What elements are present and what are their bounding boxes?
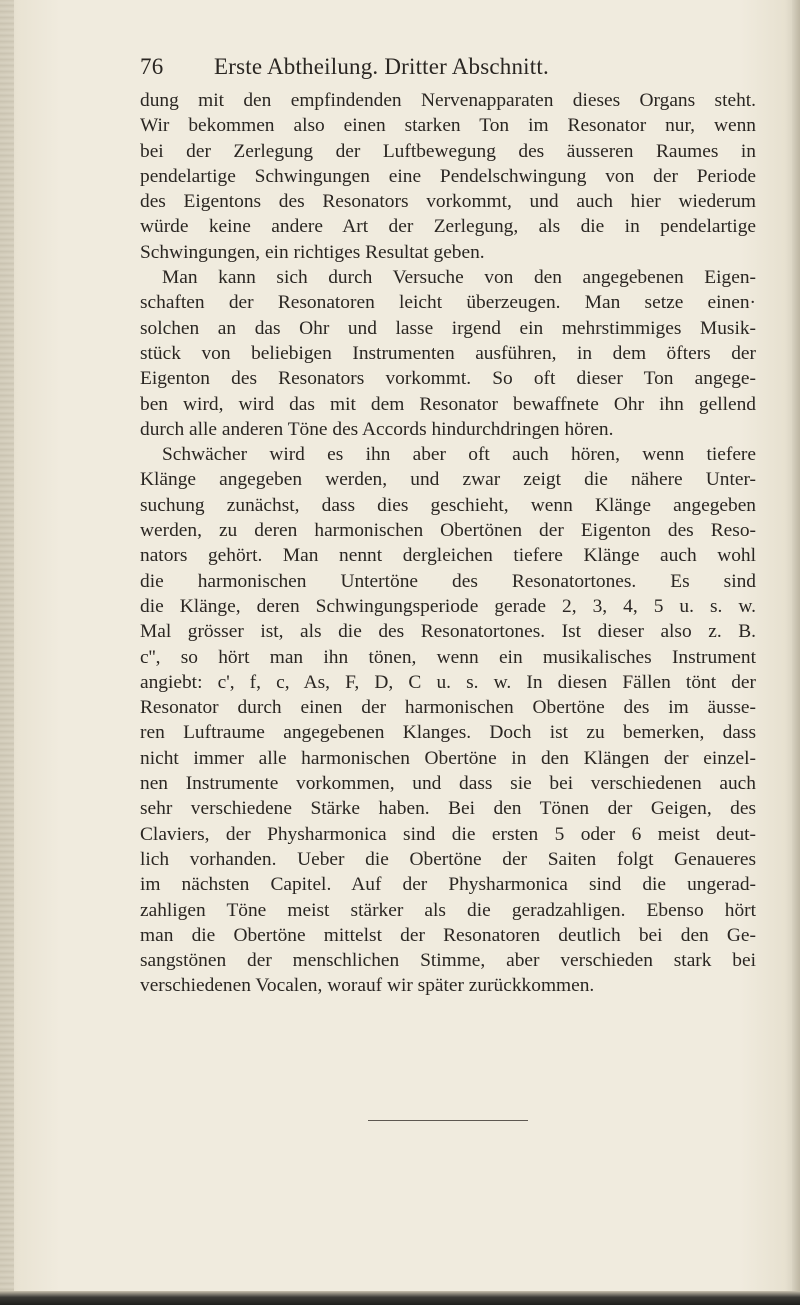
- text-line: schaften der Resonatoren leicht überzeugen. Man setze einen·: [140, 292, 756, 314]
- text-line: pendelartige Schwingungen eine Pendelschwingung von der Periode: [140, 165, 756, 187]
- text-line: suchung zunächst, dass dies geschieht, wenn Klänge angegeben: [140, 494, 756, 516]
- text-line: Schwächer wird es ihn aber oft auch hören, wenn tiefere: [162, 444, 756, 466]
- text-line: man die Obertöne mittelst der Resonatoren deutlich bei den Ge-: [140, 924, 756, 946]
- text-line: nicht immer alle harmonischen Obertöne in den Klängen der einzel-: [140, 747, 756, 769]
- section-rule: [368, 1120, 528, 1121]
- text-line: dung mit den empfindenden Nervenapparaten dieses Organs steht.: [140, 90, 756, 111]
- scan-bottom-edge: [0, 1291, 800, 1305]
- text-line: Schwingungen, ein richtiges Resultat geben.: [140, 241, 485, 263]
- text-line: stück von beliebigen Instrumenten ausführen, in dem öfters der: [140, 342, 756, 364]
- text-line: Resonator durch einen der harmonischen Obertöne des im äusse-: [140, 697, 756, 719]
- binding-gutter: [0, 0, 14, 1305]
- body-text: [140, 88, 756, 999]
- running-header: [140, 54, 750, 86]
- text-line: ren Luftraume angegebenen Klanges. Doch ist zu bemerken, dass: [140, 722, 756, 744]
- text-line: lich vorhanden. Ueber die Obertöne der Saiten folgt Genaueres: [140, 848, 756, 870]
- text-line: verschiedenen Vocalen, worauf wir später zurückkommen.: [140, 975, 595, 997]
- text-line: durch alle anderen Töne des Accords hindurchdringen hören.: [140, 418, 614, 440]
- text-line: nen Instrumente vorkommen, und dass sie bei verschiedenen auch: [140, 773, 756, 795]
- text-line: die Klänge, deren Schwingungsperiode gerade 2, 3, 4, 5 u. s. w.: [140, 595, 756, 617]
- text-line: würde keine andere Art der Zerlegung, als die in pendelartige: [140, 216, 756, 238]
- page-number: 76: [140, 54, 164, 79]
- text-line: nators gehört. Man nennt dergleichen tiefere Klänge auch wohl: [140, 545, 756, 567]
- text-line: Klänge angegeben werden, und zwar zeigt die nähere Unter-: [140, 469, 756, 491]
- running-title: Erste Abtheilung. Dritter Abschnitt.: [214, 54, 549, 79]
- text-line: werden, zu deren harmonischen Obertönen der Eigenton des Reso-: [140, 520, 756, 542]
- text-line: zahligen Töne meist stärker als die geradzahligen. Ebenso hört: [140, 899, 756, 921]
- text-line: im nächsten Capitel. Auf der Physharmonica sind die ungerad-: [140, 874, 756, 896]
- text-line: Wir bekommen also einen starken Ton im Resonator nur, wenn: [140, 115, 756, 137]
- text-line: Man kann sich durch Versuche von den angegebenen Eigen-: [162, 267, 756, 289]
- text-line: die harmonischen Untertöne des Resonatortones. Es sind: [140, 570, 756, 592]
- text-line: bei der Zerlegung der Luftbewegung des äusseren Raumes in: [140, 140, 756, 162]
- text-line: ben wird, wird das mit dem Resonator bewaffnete Ohr ihn gellend: [140, 393, 756, 415]
- text-line: sehr verschiedene Stärke haben. Bei den Tönen der Geigen, des: [140, 798, 756, 820]
- text-line: Eigenton des Resonators vorkommt. So oft dieser Ton angege-: [140, 368, 756, 390]
- text-line: solchen an das Ohr und lasse irgend ein mehrstimmiges Musik-: [140, 317, 756, 339]
- text-line: Claviers, der Physharmonica sind die ersten 5 oder 6 meist deut-: [140, 823, 756, 845]
- text-line: angiebt: c', f, c, As, F, D, C u. s. w. In diesen Fällen tönt der: [140, 671, 756, 693]
- text-line: Mal grösser ist, als die des Resonatortones. Ist dieser also z. B.: [140, 621, 756, 643]
- text-line: sangstönen der menschlichen Stimme, aber verschieden stark bei: [140, 950, 756, 972]
- text-line: c'', so hört man ihn tönen, wenn ein musikalisches Instrument: [140, 646, 756, 668]
- page-edge: [792, 0, 800, 1305]
- text-line: des Eigentons des Resonators vorkommt, und auch hier wiederum: [140, 191, 756, 213]
